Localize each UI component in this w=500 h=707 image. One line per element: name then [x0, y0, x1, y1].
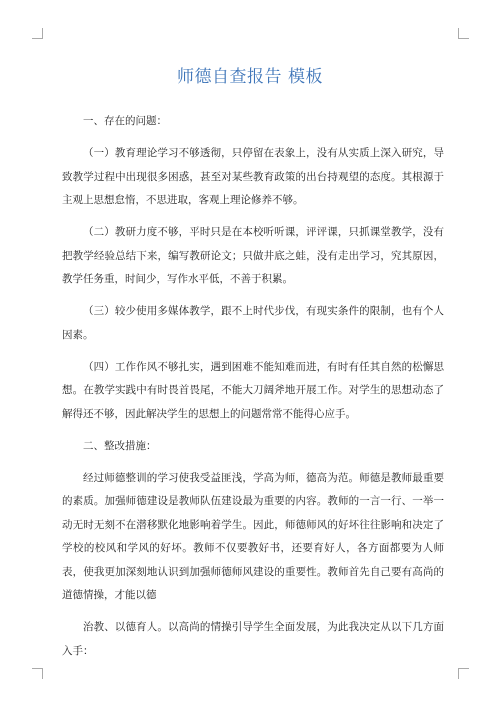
- section-heading-problems: 一、存在的问题：: [83, 115, 167, 127]
- crop-mark-bottom-left: [32, 668, 43, 679]
- crop-mark-top-right: [458, 28, 469, 39]
- paragraph-problem-4: （四）工作作风不够扎实，遇到困难不能知难而进，有时有任其自然的松懈思想。在教学实践中有时畏首畏尾，不能大刀阔斧地开展工作。对学生的思想动态了解得还不够，因此解决学生的思想上的问题常常不能得心应手。: [62, 360, 444, 420]
- paragraph-measures-1: 经过师德整训的学习使我受益匪浅，学高为师，德高为范。师德是教师最重要的素质。加强师德建设是教师队伍建设最为重要的内容。教师的一言一行、一举一动无时无刻不在潜移默化地影响着学生。因此，师德师风的好坏往往影响和决定了学校的校风和学风的好坏。教师不仅要教好书，还要育好人，各方面都要为人师表，使我更加深刻地认识到加强师德师风建设的重要性。教师首先自己要有高尚的道德情操，才能以德: [62, 471, 444, 601]
- paragraph-problem-3: （三）较少使用多媒体教学，跟不上时代步伐，有现实条件的限制，也有个人因素。: [62, 305, 444, 341]
- paragraph-measures-2: 治教、以德育人。以高尚的情操引导学生全面发展，为此我决定从以下几方面入手：: [62, 621, 444, 657]
- paragraph-problem-2: （二）教研力度不够，平时只是在本校听听课，评评课，只抓课堂教学，没有把教学经验总结下来，编写教研论文；只做井底之蛙，没有走出学习，究其原因，教学任务重，时间少，写作水平低，不善于积累。: [62, 226, 444, 285]
- crop-mark-bottom-right: [458, 668, 469, 679]
- document-body: [62, 110, 444, 672]
- paragraph-problem-1: （一）教育理论学习不够透彻，只停留在表象上，没有从实质上深入研究，导致教学过程中出现很多困惑，甚至对某些教育政策的出台持观望的态度。其根源于主观上思想怠惰，不思进取，客观上理论修养不够。: [62, 147, 444, 206]
- section-heading-measures: 二、整改措施：: [83, 439, 157, 452]
- document-title: 师德自查报告 模板: [177, 67, 323, 87]
- crop-mark-top-left: [32, 28, 43, 39]
